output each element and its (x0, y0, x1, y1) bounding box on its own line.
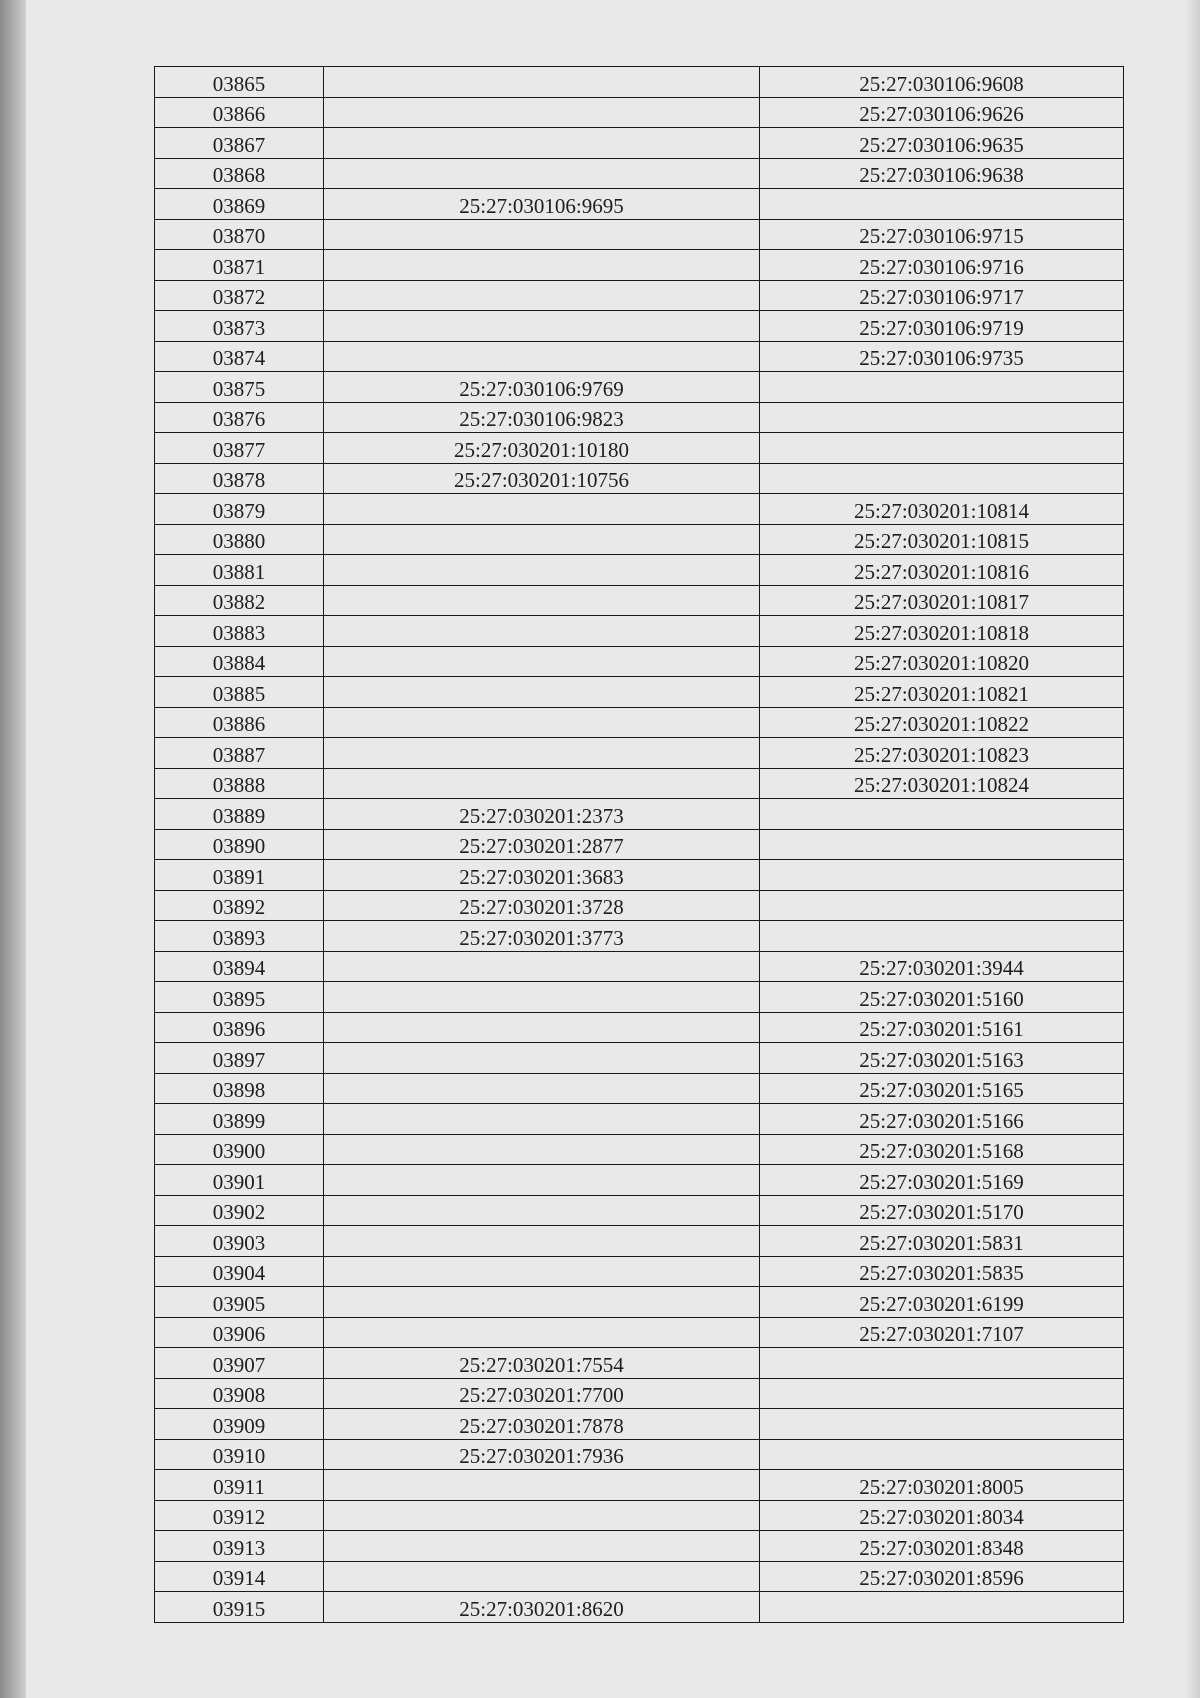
table-row (155, 1470, 1124, 1501)
row-number-cell: 03898 (155, 1073, 324, 1104)
table-row (155, 890, 1124, 921)
cadastral-number-cell-col2 (324, 555, 760, 586)
row-number-cell: 03885 (155, 677, 324, 708)
cadastral-number-cell-col3: 25:27:030201:3944 (760, 951, 1124, 982)
table-row (155, 707, 1124, 738)
table-row (155, 1287, 1124, 1318)
table-row (155, 189, 1124, 220)
cadastral-number-cell-col2 (324, 1531, 760, 1562)
cadastral-number-cell-col3: 25:27:030201:10821 (760, 677, 1124, 708)
cadastral-number-cell-col3: 25:27:030201:8005 (760, 1470, 1124, 1501)
cadastral-number-cell-col3: 25:27:030201:5170 (760, 1195, 1124, 1226)
table-row (155, 1104, 1124, 1135)
row-number-cell: 03887 (155, 738, 324, 769)
row-number-cell: 03914 (155, 1561, 324, 1592)
row-number-cell: 03908 (155, 1378, 324, 1409)
row-number-cell: 03897 (155, 1043, 324, 1074)
table-row (155, 128, 1124, 159)
table-row (155, 1165, 1124, 1196)
table-row (155, 311, 1124, 342)
cadastral-number-cell-col3 (760, 921, 1124, 952)
row-number-cell: 03870 (155, 219, 324, 250)
cadastral-number-cell-col3: 25:27:030106:9635 (760, 128, 1124, 159)
row-number-cell: 03876 (155, 402, 324, 433)
cadastral-number-cell-col3: 25:27:030106:9608 (760, 67, 1124, 98)
cadastral-number-cell-col3: 25:27:030201:10815 (760, 524, 1124, 555)
cadastral-number-cell-col2 (324, 311, 760, 342)
cadastral-number-cell-col3: 25:27:030201:10824 (760, 768, 1124, 799)
cadastral-number-cell-col2: 25:27:030106:9823 (324, 402, 760, 433)
row-number-cell: 03889 (155, 799, 324, 830)
row-number-cell: 03911 (155, 1470, 324, 1501)
row-number-cell: 03907 (155, 1348, 324, 1379)
row-number-cell: 03871 (155, 250, 324, 281)
row-number-cell: 03891 (155, 860, 324, 891)
row-number-cell: 03868 (155, 158, 324, 189)
table-row (155, 1561, 1124, 1592)
row-number-cell: 03903 (155, 1226, 324, 1257)
table-row (155, 1012, 1124, 1043)
cadastral-number-cell-col2 (324, 524, 760, 555)
row-number-cell: 03892 (155, 890, 324, 921)
table-row (155, 1500, 1124, 1531)
row-number-cell: 03872 (155, 280, 324, 311)
cadastral-number-cell-col3: 25:27:030201:8596 (760, 1561, 1124, 1592)
cadastral-number-cell-col2: 25:27:030201:2877 (324, 829, 760, 860)
table-row (155, 1378, 1124, 1409)
cadastral-number-cell-col3 (760, 1439, 1124, 1470)
row-number-cell: 03865 (155, 67, 324, 98)
cadastral-number-cell-col2 (324, 97, 760, 128)
cadastral-number-cell-col3 (760, 1592, 1124, 1623)
cadastral-number-cell-col3: 25:27:030201:5835 (760, 1256, 1124, 1287)
row-number-cell: 03913 (155, 1531, 324, 1562)
row-number-cell: 03880 (155, 524, 324, 555)
cadastral-table (154, 66, 1124, 1623)
table-row (155, 738, 1124, 769)
cadastral-number-cell-col3: 25:27:030106:9716 (760, 250, 1124, 281)
cadastral-number-cell-col3: 25:27:030201:5165 (760, 1073, 1124, 1104)
table-row (155, 1531, 1124, 1562)
cadastral-number-cell-col2: 25:27:030201:7554 (324, 1348, 760, 1379)
cadastral-number-cell-col3: 25:27:030201:5166 (760, 1104, 1124, 1135)
cadastral-number-cell-col2 (324, 1165, 760, 1196)
cadastral-number-cell-col3 (760, 829, 1124, 860)
row-number-cell: 03873 (155, 311, 324, 342)
row-number-cell: 03894 (155, 951, 324, 982)
cadastral-number-cell-col3: 25:27:030106:9719 (760, 311, 1124, 342)
cadastral-number-cell-col2 (324, 1317, 760, 1348)
cadastral-number-cell-col3 (760, 463, 1124, 494)
cadastral-number-cell-col3: 25:27:030106:9626 (760, 97, 1124, 128)
cadastral-number-cell-col2 (324, 1561, 760, 1592)
binding-shadow (0, 0, 26, 1698)
cadastral-number-cell-col2 (324, 1043, 760, 1074)
row-number-cell: 03912 (155, 1500, 324, 1531)
cadastral-number-cell-col2 (324, 616, 760, 647)
row-number-cell: 03874 (155, 341, 324, 372)
cadastral-number-cell-col2: 25:27:030201:3773 (324, 921, 760, 952)
table-row (155, 494, 1124, 525)
cadastral-number-cell-col3 (760, 1409, 1124, 1440)
row-number-cell: 03867 (155, 128, 324, 159)
table-row (155, 768, 1124, 799)
cadastral-number-cell-col3 (760, 1378, 1124, 1409)
cadastral-number-cell-col3: 25:27:030201:10814 (760, 494, 1124, 525)
table-row (155, 250, 1124, 281)
cadastral-number-cell-col2 (324, 1073, 760, 1104)
table-row (155, 1409, 1124, 1440)
row-number-cell: 03895 (155, 982, 324, 1013)
row-number-cell: 03883 (155, 616, 324, 647)
cadastral-number-cell-col2 (324, 1195, 760, 1226)
cadastral-number-cell-col3: 25:27:030106:9735 (760, 341, 1124, 372)
cadastral-number-cell-col2: 25:27:030201:8620 (324, 1592, 760, 1623)
cadastral-number-cell-col2 (324, 219, 760, 250)
row-number-cell: 03877 (155, 433, 324, 464)
row-number-cell: 03893 (155, 921, 324, 952)
cadastral-number-cell-col2: 25:27:030201:7700 (324, 1378, 760, 1409)
page-edge (1186, 0, 1200, 1698)
cadastral-number-cell-col2: 25:27:030106:9769 (324, 372, 760, 403)
cadastral-number-cell-col2 (324, 1134, 760, 1165)
cadastral-number-cell-col3: 25:27:030201:10817 (760, 585, 1124, 616)
cadastral-number-cell-col2 (324, 1226, 760, 1257)
cadastral-number-cell-col3: 25:27:030201:5168 (760, 1134, 1124, 1165)
table-row (155, 67, 1124, 98)
table-row (155, 616, 1124, 647)
cadastral-number-cell-col2 (324, 1012, 760, 1043)
cadastral-number-cell-col3: 25:27:030201:7107 (760, 1317, 1124, 1348)
row-number-cell: 03901 (155, 1165, 324, 1196)
cadastral-number-cell-col2 (324, 341, 760, 372)
cadastral-number-cell-col2: 25:27:030201:2373 (324, 799, 760, 830)
cadastral-number-cell-col3: 25:27:030106:9715 (760, 219, 1124, 250)
table-row (155, 280, 1124, 311)
cadastral-number-cell-col2: 25:27:030201:10180 (324, 433, 760, 464)
table-row (155, 646, 1124, 677)
table-row (155, 341, 1124, 372)
table-row (155, 829, 1124, 860)
table-row (155, 1195, 1124, 1226)
table-row (155, 921, 1124, 952)
cadastral-number-cell-col3: 25:27:030106:9717 (760, 280, 1124, 311)
cadastral-number-cell-col2 (324, 1500, 760, 1531)
row-number-cell: 03882 (155, 585, 324, 616)
cadastral-number-cell-col2: 25:27:030201:3683 (324, 860, 760, 891)
cadastral-number-cell-col3: 25:27:030201:5160 (760, 982, 1124, 1013)
row-number-cell: 03869 (155, 189, 324, 220)
cadastral-number-cell-col3 (760, 799, 1124, 830)
table-row (155, 402, 1124, 433)
row-number-cell: 03905 (155, 1287, 324, 1318)
cadastral-number-cell-col2 (324, 677, 760, 708)
cadastral-number-cell-col3 (760, 372, 1124, 403)
cadastral-number-cell-col2 (324, 494, 760, 525)
cadastral-number-cell-col2 (324, 280, 760, 311)
cadastral-number-cell-col2 (324, 1256, 760, 1287)
cadastral-number-cell-col3: 25:27:030201:10822 (760, 707, 1124, 738)
table-row (155, 555, 1124, 586)
row-number-cell: 03910 (155, 1439, 324, 1470)
table-row (155, 1256, 1124, 1287)
cadastral-number-cell-col3: 25:27:030201:10816 (760, 555, 1124, 586)
table-row (155, 463, 1124, 494)
cadastral-number-cell-col3: 25:27:030106:9638 (760, 158, 1124, 189)
row-number-cell: 03866 (155, 97, 324, 128)
cadastral-number-cell-col2: 25:27:030201:7936 (324, 1439, 760, 1470)
table-row (155, 372, 1124, 403)
table-row (155, 677, 1124, 708)
cadastral-number-cell-col3 (760, 189, 1124, 220)
cadastral-number-cell-col2 (324, 646, 760, 677)
cadastral-table-body (155, 67, 1124, 1623)
row-number-cell: 03906 (155, 1317, 324, 1348)
row-number-cell: 03879 (155, 494, 324, 525)
row-number-cell: 03890 (155, 829, 324, 860)
cadastral-number-cell-col2 (324, 768, 760, 799)
cadastral-number-cell-col3 (760, 1348, 1124, 1379)
cadastral-number-cell-col2 (324, 67, 760, 98)
cadastral-number-cell-col2 (324, 1104, 760, 1135)
table-row (155, 433, 1124, 464)
cadastral-number-cell-col2: 25:27:030106:9695 (324, 189, 760, 220)
cadastral-number-cell-col3 (760, 890, 1124, 921)
row-number-cell: 03888 (155, 768, 324, 799)
cadastral-number-cell-col3: 25:27:030201:10823 (760, 738, 1124, 769)
cadastral-number-cell-col3: 25:27:030201:8034 (760, 1500, 1124, 1531)
row-number-cell: 03878 (155, 463, 324, 494)
cadastral-number-cell-col3 (760, 402, 1124, 433)
row-number-cell: 03904 (155, 1256, 324, 1287)
row-number-cell: 03899 (155, 1104, 324, 1135)
table-row (155, 158, 1124, 189)
cadastral-number-cell-col3 (760, 433, 1124, 464)
table-row (155, 1226, 1124, 1257)
cadastral-number-cell-col3: 25:27:030201:10820 (760, 646, 1124, 677)
cadastral-number-cell-col2 (324, 707, 760, 738)
row-number-cell: 03900 (155, 1134, 324, 1165)
table-row (155, 1134, 1124, 1165)
cadastral-number-cell-col2 (324, 951, 760, 982)
row-number-cell: 03886 (155, 707, 324, 738)
cadastral-number-cell-col3 (760, 860, 1124, 891)
table-row (155, 585, 1124, 616)
table-row (155, 524, 1124, 555)
cadastral-number-cell-col2: 25:27:030201:3728 (324, 890, 760, 921)
table-row (155, 860, 1124, 891)
table-row (155, 97, 1124, 128)
table-row (155, 1317, 1124, 1348)
row-number-cell: 03881 (155, 555, 324, 586)
cadastral-number-cell-col3: 25:27:030201:5831 (760, 1226, 1124, 1257)
table-row (155, 1439, 1124, 1470)
row-number-cell: 03902 (155, 1195, 324, 1226)
cadastral-number-cell-col2 (324, 982, 760, 1013)
cadastral-number-cell-col3: 25:27:030201:8348 (760, 1531, 1124, 1562)
cadastral-number-cell-col2: 25:27:030201:7878 (324, 1409, 760, 1440)
cadastral-number-cell-col3: 25:27:030201:10818 (760, 616, 1124, 647)
cadastral-number-cell-col2 (324, 128, 760, 159)
cadastral-number-cell-col2 (324, 1287, 760, 1318)
row-number-cell: 03875 (155, 372, 324, 403)
cadastral-number-cell-col3: 25:27:030201:6199 (760, 1287, 1124, 1318)
row-number-cell: 03884 (155, 646, 324, 677)
table-row (155, 1592, 1124, 1623)
table-row (155, 1073, 1124, 1104)
cadastral-number-cell-col2: 25:27:030201:10756 (324, 463, 760, 494)
cadastral-number-cell-col3: 25:27:030201:5169 (760, 1165, 1124, 1196)
row-number-cell: 03915 (155, 1592, 324, 1623)
table-row (155, 1043, 1124, 1074)
table-row (155, 951, 1124, 982)
table-row (155, 982, 1124, 1013)
cadastral-number-cell-col2 (324, 585, 760, 616)
cadastral-number-cell-col2 (324, 1470, 760, 1501)
cadastral-number-cell-col3: 25:27:030201:5161 (760, 1012, 1124, 1043)
row-number-cell: 03909 (155, 1409, 324, 1440)
table-row (155, 219, 1124, 250)
cadastral-number-cell-col2 (324, 158, 760, 189)
row-number-cell: 03896 (155, 1012, 324, 1043)
cadastral-number-cell-col2 (324, 738, 760, 769)
table-row (155, 799, 1124, 830)
table-row (155, 1348, 1124, 1379)
cadastral-number-cell-col2 (324, 250, 760, 281)
cadastral-number-cell-col3: 25:27:030201:5163 (760, 1043, 1124, 1074)
